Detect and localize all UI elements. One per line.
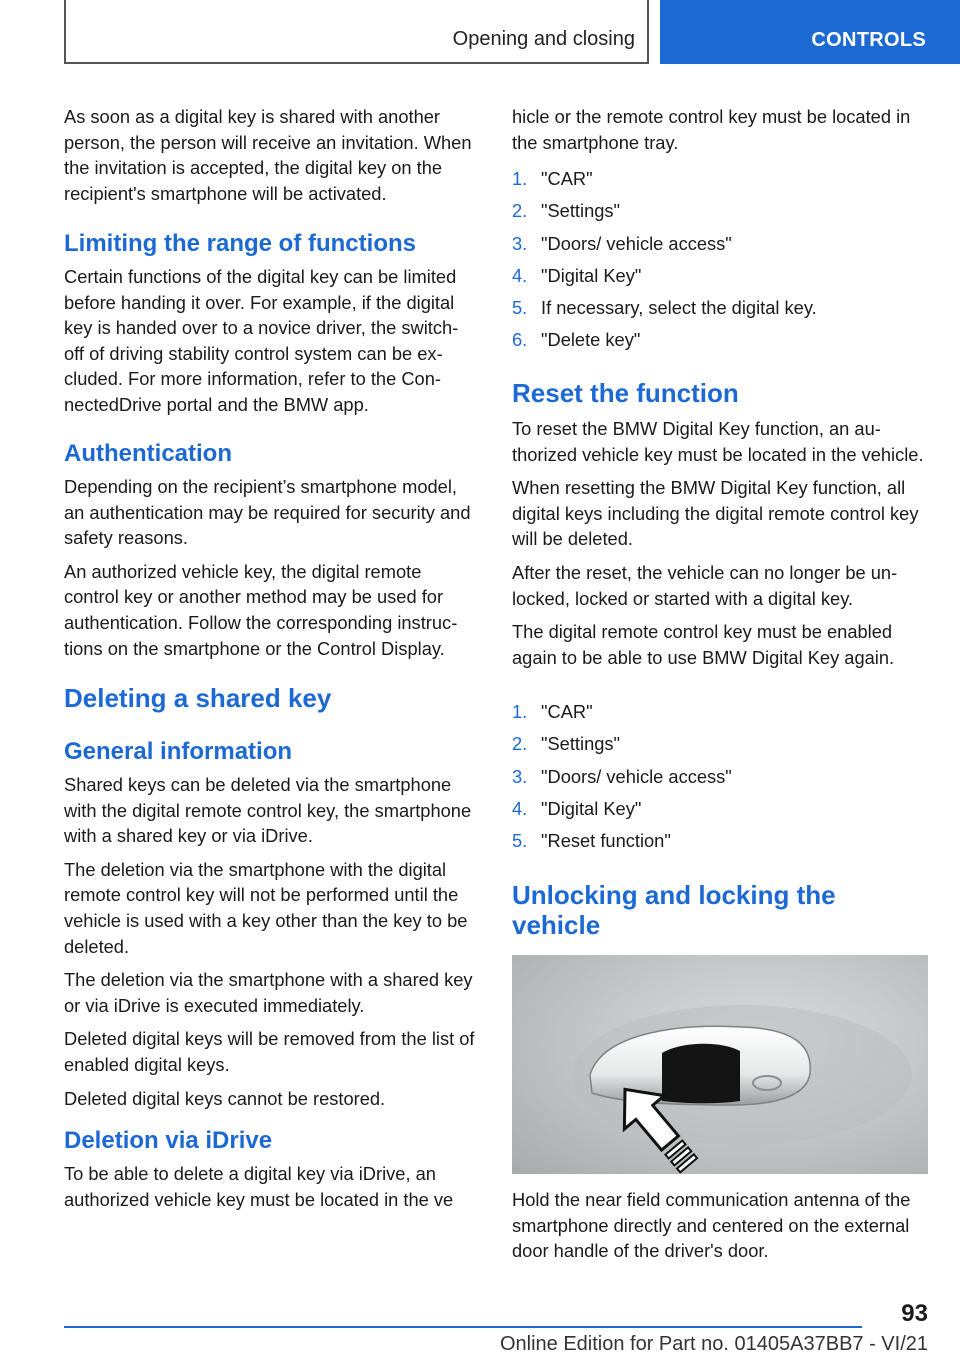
limiting-paragraph: Certain functions of the digital key can be limited before handing it over. For example, if the digital key is handed over to a novice driver, the switch-off of driving stability control system can be excluded. For more information, refer to the ConnectedDrive portal and the BMW app. xyxy=(64,266,459,415)
figure-caption-section xyxy=(512,1187,926,1272)
heading-unlocking-line-1: Unlocking and locking the xyxy=(512,880,836,910)
reset-paragraph-1: To reset the BMW Digital Key function, an authorized vehicle key must be located in the vehicle. xyxy=(512,418,924,465)
list-item: 4. "Digital Key" xyxy=(512,264,642,286)
heading-unlocking-line-2: vehicle xyxy=(512,910,601,940)
list-item: 5. "Reset function" xyxy=(512,830,671,852)
intro-paragraph: As soon as a digital key is shared with another person, the person will receive an invitation. When the invitation is accepted, the digital key on the recipient's smartphone will be activated. xyxy=(64,106,472,204)
footer-edition: Online Edition for Part no. 01405A37BB7 - VI/21 xyxy=(499,1333,928,1355)
page-number: 93 xyxy=(901,1300,928,1327)
list-item: 5. If necessary, select the digital key. xyxy=(512,297,817,319)
reset-section xyxy=(512,416,926,678)
heading-deleting-shared-key: Deleting a shared key xyxy=(64,683,332,713)
list-item: 2. "Settings" xyxy=(512,733,621,755)
reset-steps xyxy=(512,699,926,860)
left-column xyxy=(64,104,478,214)
general-paragraph-4: Deleted digital keys will be removed from the list of enabled digital keys. xyxy=(64,1028,475,1075)
auth-paragraph-2: An authorized vehicle key, the digital remote control key or another method may be used for authentication. Follow the corresponding instructions on the smartphone or the Control Display. xyxy=(64,560,458,659)
nfc-area xyxy=(662,1044,740,1104)
authentication-section xyxy=(64,474,478,669)
continued-paragraph: hicle or the remote control key must be located in the smartphone tray. xyxy=(512,106,911,153)
general-paragraph-3: The deletion via the smartphone with a shared key or via iDrive is executed immediately. xyxy=(64,969,473,1016)
right-column-top xyxy=(512,104,926,163)
footer-divider xyxy=(64,1326,862,1328)
general-section xyxy=(64,772,478,1119)
header-chapter-title: CONTROLS xyxy=(811,29,926,51)
auth-paragraph-1: Depending on the recipient’s smartphone model, an authentication may be required for security and safety reasons. xyxy=(64,476,471,549)
heading-reset-function: Reset the function xyxy=(512,378,739,408)
heading-general-information: General information xyxy=(64,738,293,765)
heading-limiting-range: Limiting the range of functions xyxy=(64,230,416,257)
reset-paragraph-2: When resetting the BMW Digital Key function, all digital keys including the digital remote control key will be deleted. xyxy=(512,477,919,550)
general-paragraph-1: Shared keys can be deleted via the smartphone with the digital remote control key, the smartphone with a shared key or via iDrive. xyxy=(64,774,472,847)
heading-deletion-idrive: Deletion via iDrive xyxy=(64,1127,273,1154)
list-item: 3. "Doors/ vehicle access" xyxy=(512,232,732,254)
header-chapter-tab xyxy=(660,0,960,64)
idrive-paragraph: To be able to delete a digital key via iDrive, an authorized vehicle key must be located in the ve xyxy=(64,1163,454,1210)
door-handle-figure xyxy=(512,955,928,1174)
reset-paragraph-4: The digital remote control key must be enabled again to be able to use BMW Digital Key again. xyxy=(512,621,895,668)
general-paragraph-5: Deleted digital keys cannot be restored. xyxy=(64,1087,386,1109)
figure-caption: Hold the near field communication antenna of the smartphone directly and centered on the external door handle of the driver's door. xyxy=(512,1189,911,1262)
list-item: 6. "Delete key" xyxy=(512,329,641,351)
heading-unlocking-locking xyxy=(512,880,836,940)
list-item: 3. "Doors/ vehicle access" xyxy=(512,765,732,787)
heading-authentication: Authentication xyxy=(64,440,232,467)
idrive-section xyxy=(64,1161,478,1220)
delete-key-steps xyxy=(512,166,926,360)
list-item: 1. "CAR" xyxy=(512,701,593,722)
header-section-title: Opening and closing xyxy=(452,28,635,50)
general-paragraph-2: The deletion via the smartphone with the digital remote control key will not be performed until the vehicle is used with a key other than the key to be deleted. xyxy=(64,858,468,957)
door-handle-illustration xyxy=(512,955,928,1174)
list-item: 2. "Settings" xyxy=(512,200,621,222)
list-item: 4. "Digital Key" xyxy=(512,797,642,819)
header-section-box xyxy=(64,0,649,64)
list-item: 1. "CAR" xyxy=(512,168,593,189)
reset-paragraph-3: After the reset, the vehicle can no longer be unlocked, locked or started with a digital key. xyxy=(512,561,898,609)
limiting-section xyxy=(64,264,478,426)
